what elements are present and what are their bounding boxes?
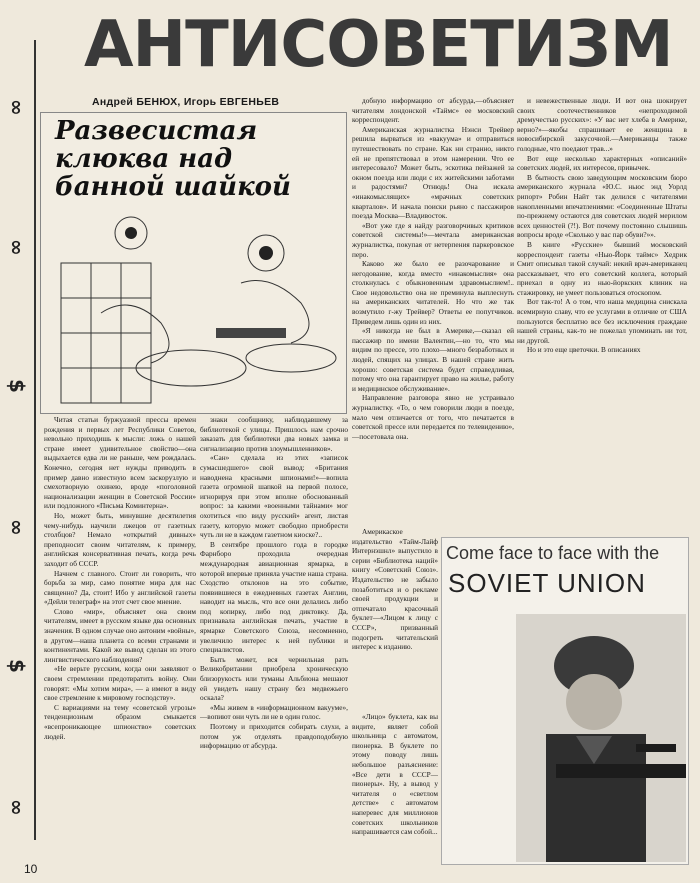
scroll-ornament-icon: ∞ <box>5 519 29 536</box>
paragraph: В сентябре прошлого года в городке Фарнборо проходила очередная международная авиационная ярмарка, в которой впервые приняла участие наша страна. Сходство отклонов на это событие, появившиеся в ежедневных газетах Англии, наводит на мысль, что все они делались либо под копирку, либо под диктовку. Да, признавала английская печать, участие в ярмарке Советского Союза, несомненно, увеличило интерес к ней публики и специалистов. <box>200 539 348 655</box>
sidebar-note-top <box>352 527 438 717</box>
paragraph: «Вот уже где я найду разговорчивых критиков советской системы!»—мечтала американская журналистка, покупая от нетерпения паркеровское перо. <box>352 220 514 259</box>
decorative-left-border <box>0 40 36 840</box>
paragraph: С вариациями на тему «советской угрозы» тенденциозным образом смыкается «всепроникающее шпионство» советских людей. <box>44 702 196 741</box>
paragraph: Но, может быть, минувшие десятилетия чему-нибудь научили лжецов от газетных столбцов? Немало «открытий дивных» преподносит своим читателям, к примеру, английская консервативная печать, когда речь заходит об СССР. <box>44 510 196 568</box>
cartoon-illustration <box>40 112 347 414</box>
paragraph: Каково же было ее разочарование и негодование, когда вместо «инакомыслия» она столкнулась с обыкновенным здравомыслием!.. Свое недовольство она не преминула выплеснуть на американских читателей. Но что же так возмутило г-жу Трейвер? Ответы ее попутчиков. Приведем лишь один из них. <box>352 259 514 326</box>
text-column-3 <box>352 96 514 526</box>
paragraph: Американская журналистка Нэнси Трейвер решила вырваться из «вакуума» и отправиться путешествовать по стране. Как ни странно, никто ей не препятствовал в этом намерении. Что ее интересовало? Может быть, эскотика пейзажей за окном поезда или люди с их житейскими заботами и радостями? Отнюдь! Она искала «инакомыслящих» «мрачных советских кварталов». И начала поиски рьяно с пассажиров поезда Москва—Владивосток. <box>352 124 514 221</box>
scroll-ornament-icon: ∞ <box>5 239 29 256</box>
paragraph: Быть может, вся чернильная рать Великобритании приобрела хроническую близорукость или туманы Альбиона мешают ей увидеть нашу страну без медвежьего оскала? <box>200 654 348 703</box>
sidebar-note-bottom <box>352 712 438 862</box>
ad-tagline: Come face to face with the <box>446 543 660 563</box>
article-headline: Развесистая клюква над банной шайкой <box>55 116 291 202</box>
paragraph: знаки сообщнику, наблюдавшему за библиотекой с улицы. Пришлось нам срочно заказать для библиотеки два новых замка и сигнализацию против злоумышленников». <box>200 415 348 453</box>
paragraph: «Мы живем в «информационном вакууме»,—вопиют они чуть ли не в один голос. <box>200 702 348 722</box>
paragraph: Но и это еще цветочки. В описаниях <box>527 345 641 355</box>
text-column-2 <box>200 415 348 863</box>
scroll-ornament-icon: ∞ <box>5 99 29 116</box>
paragraph: Начнем с главного. Стоит ли говорить, что борьба за мир, само понятие мира для нас священно? Да, стоит! Ибо у английской газеты «Дейли телеграф» на этот счет свое мнение. <box>44 568 196 607</box>
text-column-1 <box>44 415 196 863</box>
text-column-4 <box>517 96 687 532</box>
paragraph: Поэтому и приходится собирать слухи, а потом уж отделять правдоподобную информацию от абсурда. <box>200 722 348 751</box>
scroll-ornament-icon: $ <box>5 659 29 673</box>
advertisement-booklet <box>441 537 689 865</box>
paragraph: В книге «Русские» бывший московский корреспондент газеты «Нью-Йорк таймс» Хедрик Смит описывал такой случай: некий врач-американец рассказывает, что его советский коллега, который приехал в одну из нью-йоркских клиник на стажировку, не умеет пользоваться отоскопом. <box>517 239 687 297</box>
rubric-header <box>34 6 694 84</box>
paragraph: «Я никогда не был в Америке,—сказал ей пассажир по имени Валентин,—но то, что мы видим по прессе, это плохо—много безработных и людей, спящих на улицах. В нашей стране жить хорошо: советская система будет справедливая, потому что она гарантирует право на жилье, работу и медицинское обслуживание». <box>352 326 514 393</box>
rubric-title: АНТИСОВЕТИЗМ <box>84 8 673 82</box>
paragraph: Читая статьи буржуазной прессы времен рождения и первых лет Республики Советов, невольно приходишь к мысли: ложь о нашей стране имеет удивительное свойство—она выдыхается едва ли не раньше, чем рождалась. Конечно, сегодня нет нужды приводить в пример давно известную всем заскорузлую и смехотворную охинею, вроде «поголовной национализации женщин в Советской России» или подложного «Письма Коминтерна». <box>44 415 196 511</box>
paragraph: и невежественные люди. И вот она шокирует своих соотечественников «непроходимой дремучестью русских»: «У вас нет хлеба в Америке, верно?»—якобы спрашивает ее женщина в новосибирской закусочной.—Американцы также голодные, что поедают трав...» <box>517 96 687 153</box>
scroll-ornament-icon: ∞ <box>5 799 29 816</box>
paragraph: добную информацию от абсурда,—объясняет читателям лондонской «Таймс» ее московский корреспондент. <box>352 96 514 125</box>
paragraph: Америкаское издательство «Тайм-Лайф Интернэшнл» выпустило в серии «Библиотека наций» книгу «Советский Союз». Издательство не забыло позаботиться и о рекламе своей продукции и отпечатало красочный буклет—«Лицом к лицу с СССР», призванный подогреть читательский интерес к изданию. <box>352 527 438 652</box>
pioneer-girl-photo <box>516 614 686 862</box>
page-number: 10 <box>24 862 38 876</box>
ad-headline: SOVIET UNION <box>448 568 646 598</box>
article-authors: Андрей БЕНЮХ, Игорь ЕВГЕНЬЕВ <box>92 96 280 108</box>
paragraph: Слово «мир», объясняет она своим читателям, имеет в русском языке два основных значения. В одном случае оно антоним «войны», в другом—наша планета со всеми странами и континентами. Какой же вывод сделан из этого лингвистического наблюдения? <box>44 606 196 664</box>
paragraph: Вот еще несколько характерных «описаний» советских людей, их интересов, привычек. <box>517 153 687 173</box>
paragraph: «Лицо» буклета, как вы видите, являет собой школьница с автоматом, пионерка. В буклете по этому поводу лишь небольшое разъяснение: «Все дети в СССР—пионеры». Ну, а вывод у читателя о «светлом детстве» с автоматом наперевес для миллионов советских школьников напрашивается сам собой... <box>352 712 438 837</box>
paragraph: Вот так-то! А о том, что наша медицина снискала всемирную славу, что ее услугами в отличие от США пользуются бесплатно все без исключения граждане нашей страны, как-то не пожелал упоминать ни тот, ни другой. <box>517 297 687 345</box>
scroll-ornament-icon: $ <box>5 379 29 393</box>
paragraph: Направление разговора явно не устраивало журналистку. «То, о чем говорили люди в поезде, мало чем отличается от того, что печатается в советской прессе или передается по телевидению»,—посетовала она. <box>352 393 514 441</box>
paragraph: «Не верьте русским, когда они заявляют о своем стремлении предотвратить войну. Они говорят: «Мы хотим мира», — а имеют в виду свое стремление к мировому господству». <box>44 664 196 703</box>
paragraph: «Сан» сделала из этих «записок сумасшедшего» свой вывод: «Британия наводнена красными шпионами!»—вопила газета огромной шапкой на первой полосе, игнорируя при этом вполне обоснованный вопрос: за какими «военными тайнами» мог охотиться «по виду русский» агент, листая газету, которую может свободно приобрести чуть ли не в каждом газетном киоске?.. <box>200 453 348 540</box>
paragraph: В бытность свою заведующим московским бюро американского журнала «Ю.С. ньюс энд Уорлд рипорт» Робин Найт так делился с читателями накопленными впечатлениями: «Соединенные Штаты по-прежнему остаются для советских людей мерилом всех ценностей (?!). Вот почему постоянно слышишь вопросы вроде «Сколько у вас пар обуви?»». <box>517 172 687 240</box>
